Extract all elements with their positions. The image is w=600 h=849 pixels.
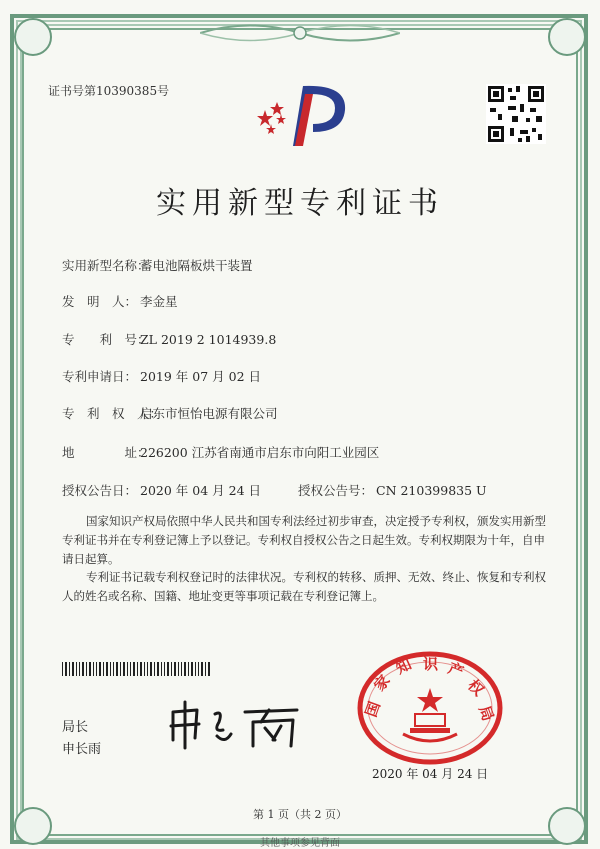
field-label: 专利申请日： [62,369,138,384]
seal-date: 2020 年 04 月 24 日 [372,767,489,781]
svg-text:国: 国 [361,699,384,720]
corner-ornament [14,18,52,56]
field-label: 授权公告号： [298,483,374,498]
svg-text:识: 识 [423,655,439,673]
announcement-number-row [298,481,487,499]
handwritten-signature [165,700,305,750]
field-value: 蓄电池隔板烘干装置 [140,258,253,273]
field-label: 实用新型名称： [62,258,150,273]
footer-note: 其他事项参见背面 [260,838,340,849]
top-ornament [200,18,400,48]
svg-text:局: 局 [475,703,498,724]
field-value: CN 210399835 U [376,483,487,498]
field-label: 发 明 人： [62,294,138,309]
director-title: 局长 [62,720,89,735]
inventor-row [62,292,178,310]
official-seal [355,650,505,770]
field-value: ZL 2019 2 1014939.8 [140,332,277,347]
svg-text:产: 产 [445,659,467,682]
qr-code [486,84,546,144]
announcement-date-row [62,481,261,499]
svg-text:权: 权 [464,676,488,700]
svg-text:知: 知 [393,654,415,678]
barcode [62,662,212,676]
field-value: 226200 江苏省南通市启东市向阳工业园区 [140,445,380,460]
certificate-title: 实用新型专利证书 [156,186,444,221]
corner-ornament [548,18,586,56]
page-number: 第 1 页（共 2 页） [253,808,347,821]
patent-number-row [62,330,276,348]
field-value: 2019 年 07 月 02 日 [140,369,261,384]
patent-office-logo [255,80,355,150]
patentee-row [62,404,278,422]
filing-date-row [62,367,261,385]
field-value: 李金星 [140,294,178,309]
director-name: 申长雨 [62,742,102,757]
field-label: 专 利 权 人： [62,406,163,421]
field-label: 专 利 号： [62,332,150,347]
certificate-number: 证书号第10390385号 [48,84,170,98]
utility-model-name-row [62,256,253,274]
grant-paragraph: 国家知识产权局依照中华人民共和国专利法经过初步审查，决定授予专利权，颁发实用新型专利证书并在专利登记簿上予以登记。专利权自授权公告之日起生效。专利权期限为十年，自申请日起算。 [62,514,546,566]
field-value: 2020 年 04 月 24 日 [140,483,261,498]
svg-text:家: 家 [370,671,394,695]
field-value: 启东市恒怡电源有限公司 [140,406,278,421]
field-label: 授权公告日： [62,483,138,498]
address-row [62,443,379,461]
legal-status-paragraph: 专利证书记载专利权登记时的法律状况。专利权的转移、质押、无效、终止、恢复和专利权人的姓名或名称、国籍、地址变更等事项记载在专利登记簿上。 [62,570,546,603]
field-label: 地 址： [62,445,150,460]
